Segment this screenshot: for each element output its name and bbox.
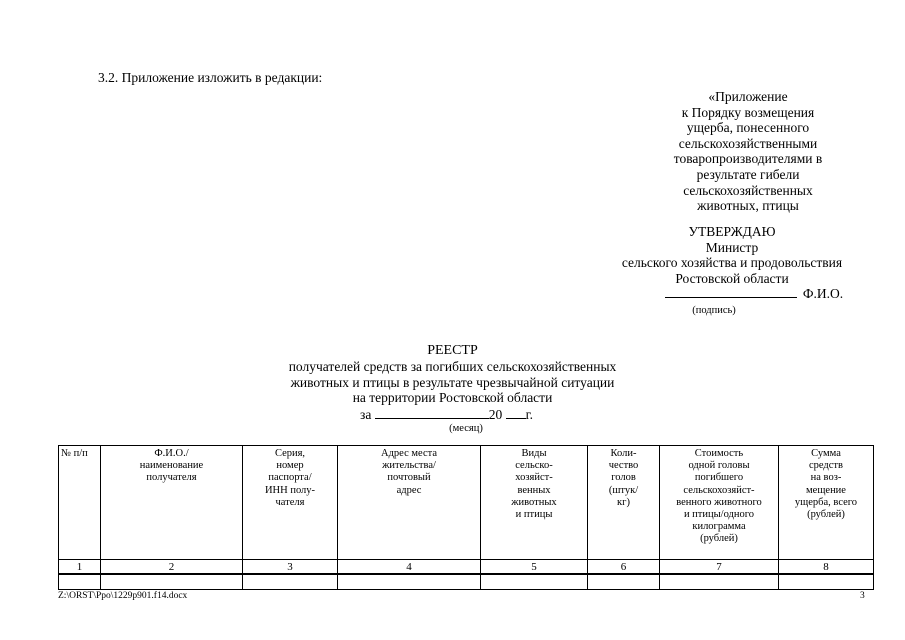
column-number: 5	[481, 560, 588, 575]
column-number: 4	[338, 560, 481, 575]
signature-line	[665, 286, 797, 298]
appendix-line: «Приложение	[708, 89, 788, 104]
table-cell	[660, 574, 779, 590]
appendix-line: товаропроизводителями в	[673, 151, 823, 167]
column-number: 3	[243, 560, 338, 575]
table-cell	[481, 574, 588, 590]
column-header: № п/п	[59, 446, 101, 560]
column-number: 8	[779, 560, 874, 575]
register-subtitle-line: получателей средств за погибших сельскохозяйственных	[288, 359, 617, 374]
table-row	[59, 574, 874, 590]
appendix-line: сельскохозяйственных	[683, 182, 813, 198]
table-cell	[779, 574, 874, 590]
appendix-line: ущерба, понесенного	[686, 120, 810, 136]
footer-file-path: Z:\ORST\Ppo\1229p901.f14.docx	[58, 591, 188, 601]
table-cell	[243, 574, 338, 590]
appendix-line: к Порядку возмещения	[681, 104, 815, 120]
table-cell	[338, 574, 481, 590]
approve-label: УТВЕРЖДАЮ	[688, 224, 776, 239]
column-header: Коли- чество голов (штук/ кг)	[588, 446, 660, 560]
approver-ministry: сельского хозяйства и продовольствия	[621, 255, 843, 271]
date-prefix: за	[360, 407, 372, 422]
column-header: Сумма средств на воз- мещение ущерба, всего (рублей)	[779, 446, 874, 560]
approval-block	[596, 224, 868, 302]
register-subtitle-line: животных и птицы в результате чрезвычайной ситуации	[290, 374, 615, 390]
footer-page-number: 3	[860, 591, 865, 601]
register-date-line	[360, 406, 580, 423]
table-cell	[588, 574, 660, 590]
month-blank	[375, 406, 489, 419]
approver-region: Ростовской области	[675, 270, 789, 286]
register-table	[58, 445, 874, 590]
date-year: 20	[488, 407, 503, 422]
table-header-row	[59, 446, 874, 560]
column-header: Адрес места жительства/ почтовый адрес	[338, 446, 481, 560]
appendix-header	[640, 89, 856, 214]
appendix-line: результате гибели	[696, 166, 800, 182]
column-header: Серия, номер паспорта/ ИНН полу- чателя	[243, 446, 338, 560]
approver-position: Министр	[705, 239, 759, 255]
appendix-line: животных, птицы	[697, 198, 799, 214]
column-header: Стоимость одной головы погибшего сельскохозяйст- венного животного и птицы/одного килограмма (рублей)	[660, 446, 779, 560]
table-number-row	[59, 560, 874, 575]
column-number: 7	[660, 560, 779, 575]
signature-caption: (подпись)	[692, 305, 736, 316]
column-number: 6	[588, 560, 660, 575]
date-suffix: г.	[525, 407, 533, 422]
column-header: Ф.И.О./ наименование получателя	[101, 446, 243, 560]
approver-fio: Ф.И.О.	[802, 286, 844, 302]
column-header: Виды сельско- хозяйст- венных животных и птицы	[481, 446, 588, 560]
column-number: 2	[101, 560, 243, 575]
appendix-line: сельскохозяйственными	[678, 135, 818, 151]
table-cell	[59, 574, 101, 590]
amendment-intro: 3.2. Приложение изложить в редакции:	[98, 70, 323, 85]
year-blank	[506, 406, 526, 419]
register-title: РЕЕСТР	[427, 343, 478, 358]
month-caption: (месяц)	[449, 423, 483, 434]
column-number: 1	[59, 560, 101, 575]
signature-row	[596, 286, 868, 302]
register-subtitle	[250, 359, 655, 406]
table-cell	[101, 574, 243, 590]
register-subtitle-line: на территории Ростовской области	[352, 390, 553, 406]
